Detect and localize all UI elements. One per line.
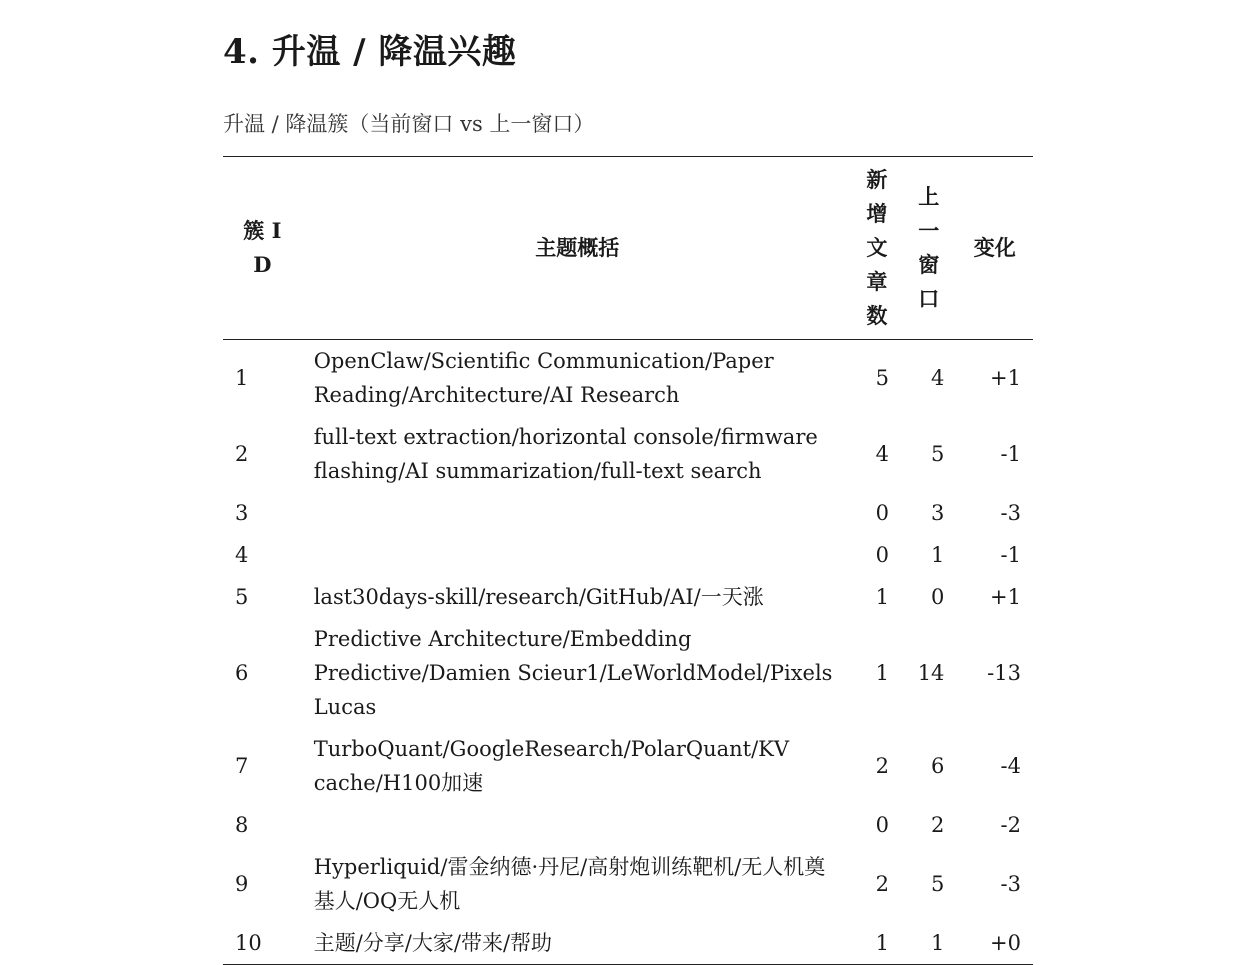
cell-topic	[302, 492, 853, 534]
cell-change: +0	[990, 931, 1021, 955]
cell-topic: Predictive Architecture/Embedding Predictive/Damien Scieur1/LeWorldModel/Pixels Lucas	[313, 627, 833, 719]
cell-change: -3	[1000, 872, 1021, 896]
table-row	[223, 534, 1033, 576]
trend-table	[223, 156, 1033, 965]
cell-previous-window: 1	[931, 543, 945, 567]
section-title: 4. 升温 / 降温兴趣	[223, 32, 517, 72]
cell-topic: 主题/分享/大家/带来/帮助	[313, 931, 553, 955]
cell-topic	[302, 534, 853, 576]
header-topic: 主题概括	[302, 157, 853, 340]
table-header-row	[223, 157, 1033, 340]
document-body	[223, 0, 1033, 965]
cell-change: -2	[1000, 813, 1021, 837]
cell-cluster-id: 8	[235, 813, 249, 837]
cell-cluster-id: 4	[235, 543, 249, 567]
table-row	[223, 728, 1033, 804]
table-row	[223, 576, 1033, 618]
table-row	[223, 804, 1033, 846]
cell-change: +1	[990, 366, 1021, 390]
cell-cluster-id: 3	[235, 501, 249, 525]
cell-previous-window: 1	[931, 931, 945, 955]
table-row	[223, 340, 1033, 417]
table-row	[223, 618, 1033, 728]
cell-previous-window: 2	[931, 813, 945, 837]
cell-change: +1	[990, 585, 1021, 609]
cell-previous-window: 3	[931, 501, 945, 525]
table-body	[223, 340, 1033, 965]
cell-cluster-id: 9	[235, 872, 249, 896]
header-change: 变化	[956, 157, 1033, 340]
cell-topic	[302, 804, 853, 846]
cell-topic: full-text extraction/horizontal console/firmware flashing/AI summarization/full-text search	[313, 425, 818, 483]
table-row	[223, 416, 1033, 492]
table-row	[223, 922, 1033, 965]
table-caption: 升温 / 降温簇（当前窗口 vs 上一窗口）	[223, 112, 595, 136]
header-cluster-id: 簇 ID	[223, 157, 302, 340]
cell-cluster-id: 5	[235, 585, 249, 609]
header-previous-window: 上一窗口	[901, 157, 956, 340]
header-new-articles: 新增文章数	[853, 157, 901, 340]
cell-new-articles: 0	[875, 501, 889, 525]
cell-topic: TurboQuant/GoogleResearch/PolarQuant/KV cache/H100加速	[313, 737, 790, 795]
cell-cluster-id: 6	[235, 661, 249, 685]
table-row	[223, 846, 1033, 922]
cell-new-articles: 1	[875, 931, 889, 955]
cell-previous-window: 4	[931, 366, 945, 390]
cell-previous-window: 6	[931, 754, 945, 778]
cell-topic: Hyperliquid/雷金纳德·丹尼/高射炮训练靶机/无人机奠基人/OQ无人机	[313, 855, 826, 913]
cell-cluster-id: 1	[235, 366, 249, 390]
cell-new-articles: 2	[875, 754, 889, 778]
cell-new-articles: 2	[875, 872, 889, 896]
cell-new-articles: 1	[875, 585, 889, 609]
cell-previous-window: 5	[931, 872, 945, 896]
cell-topic: OpenClaw/Scientific Communication/Paper Reading/Architecture/AI Research	[313, 349, 774, 407]
cell-change: -13	[987, 661, 1021, 685]
cell-new-articles: 0	[875, 813, 889, 837]
cell-new-articles: 0	[875, 543, 889, 567]
cell-cluster-id: 10	[235, 931, 262, 955]
table-row	[223, 492, 1033, 534]
cell-cluster-id: 7	[235, 754, 249, 778]
cell-change: -1	[1000, 442, 1021, 466]
cell-change: -4	[1000, 754, 1021, 778]
cell-new-articles: 5	[875, 366, 889, 390]
cell-change: -3	[1000, 501, 1021, 525]
cell-cluster-id: 2	[235, 442, 249, 466]
cell-previous-window: 14	[917, 661, 945, 685]
cell-new-articles: 1	[875, 661, 889, 685]
cell-change: -1	[1000, 543, 1021, 567]
cell-new-articles: 4	[875, 442, 889, 466]
cell-previous-window: 5	[931, 442, 945, 466]
cell-topic: last30days-skill/research/GitHub/AI/一天涨	[313, 585, 764, 609]
cell-previous-window: 0	[931, 585, 945, 609]
